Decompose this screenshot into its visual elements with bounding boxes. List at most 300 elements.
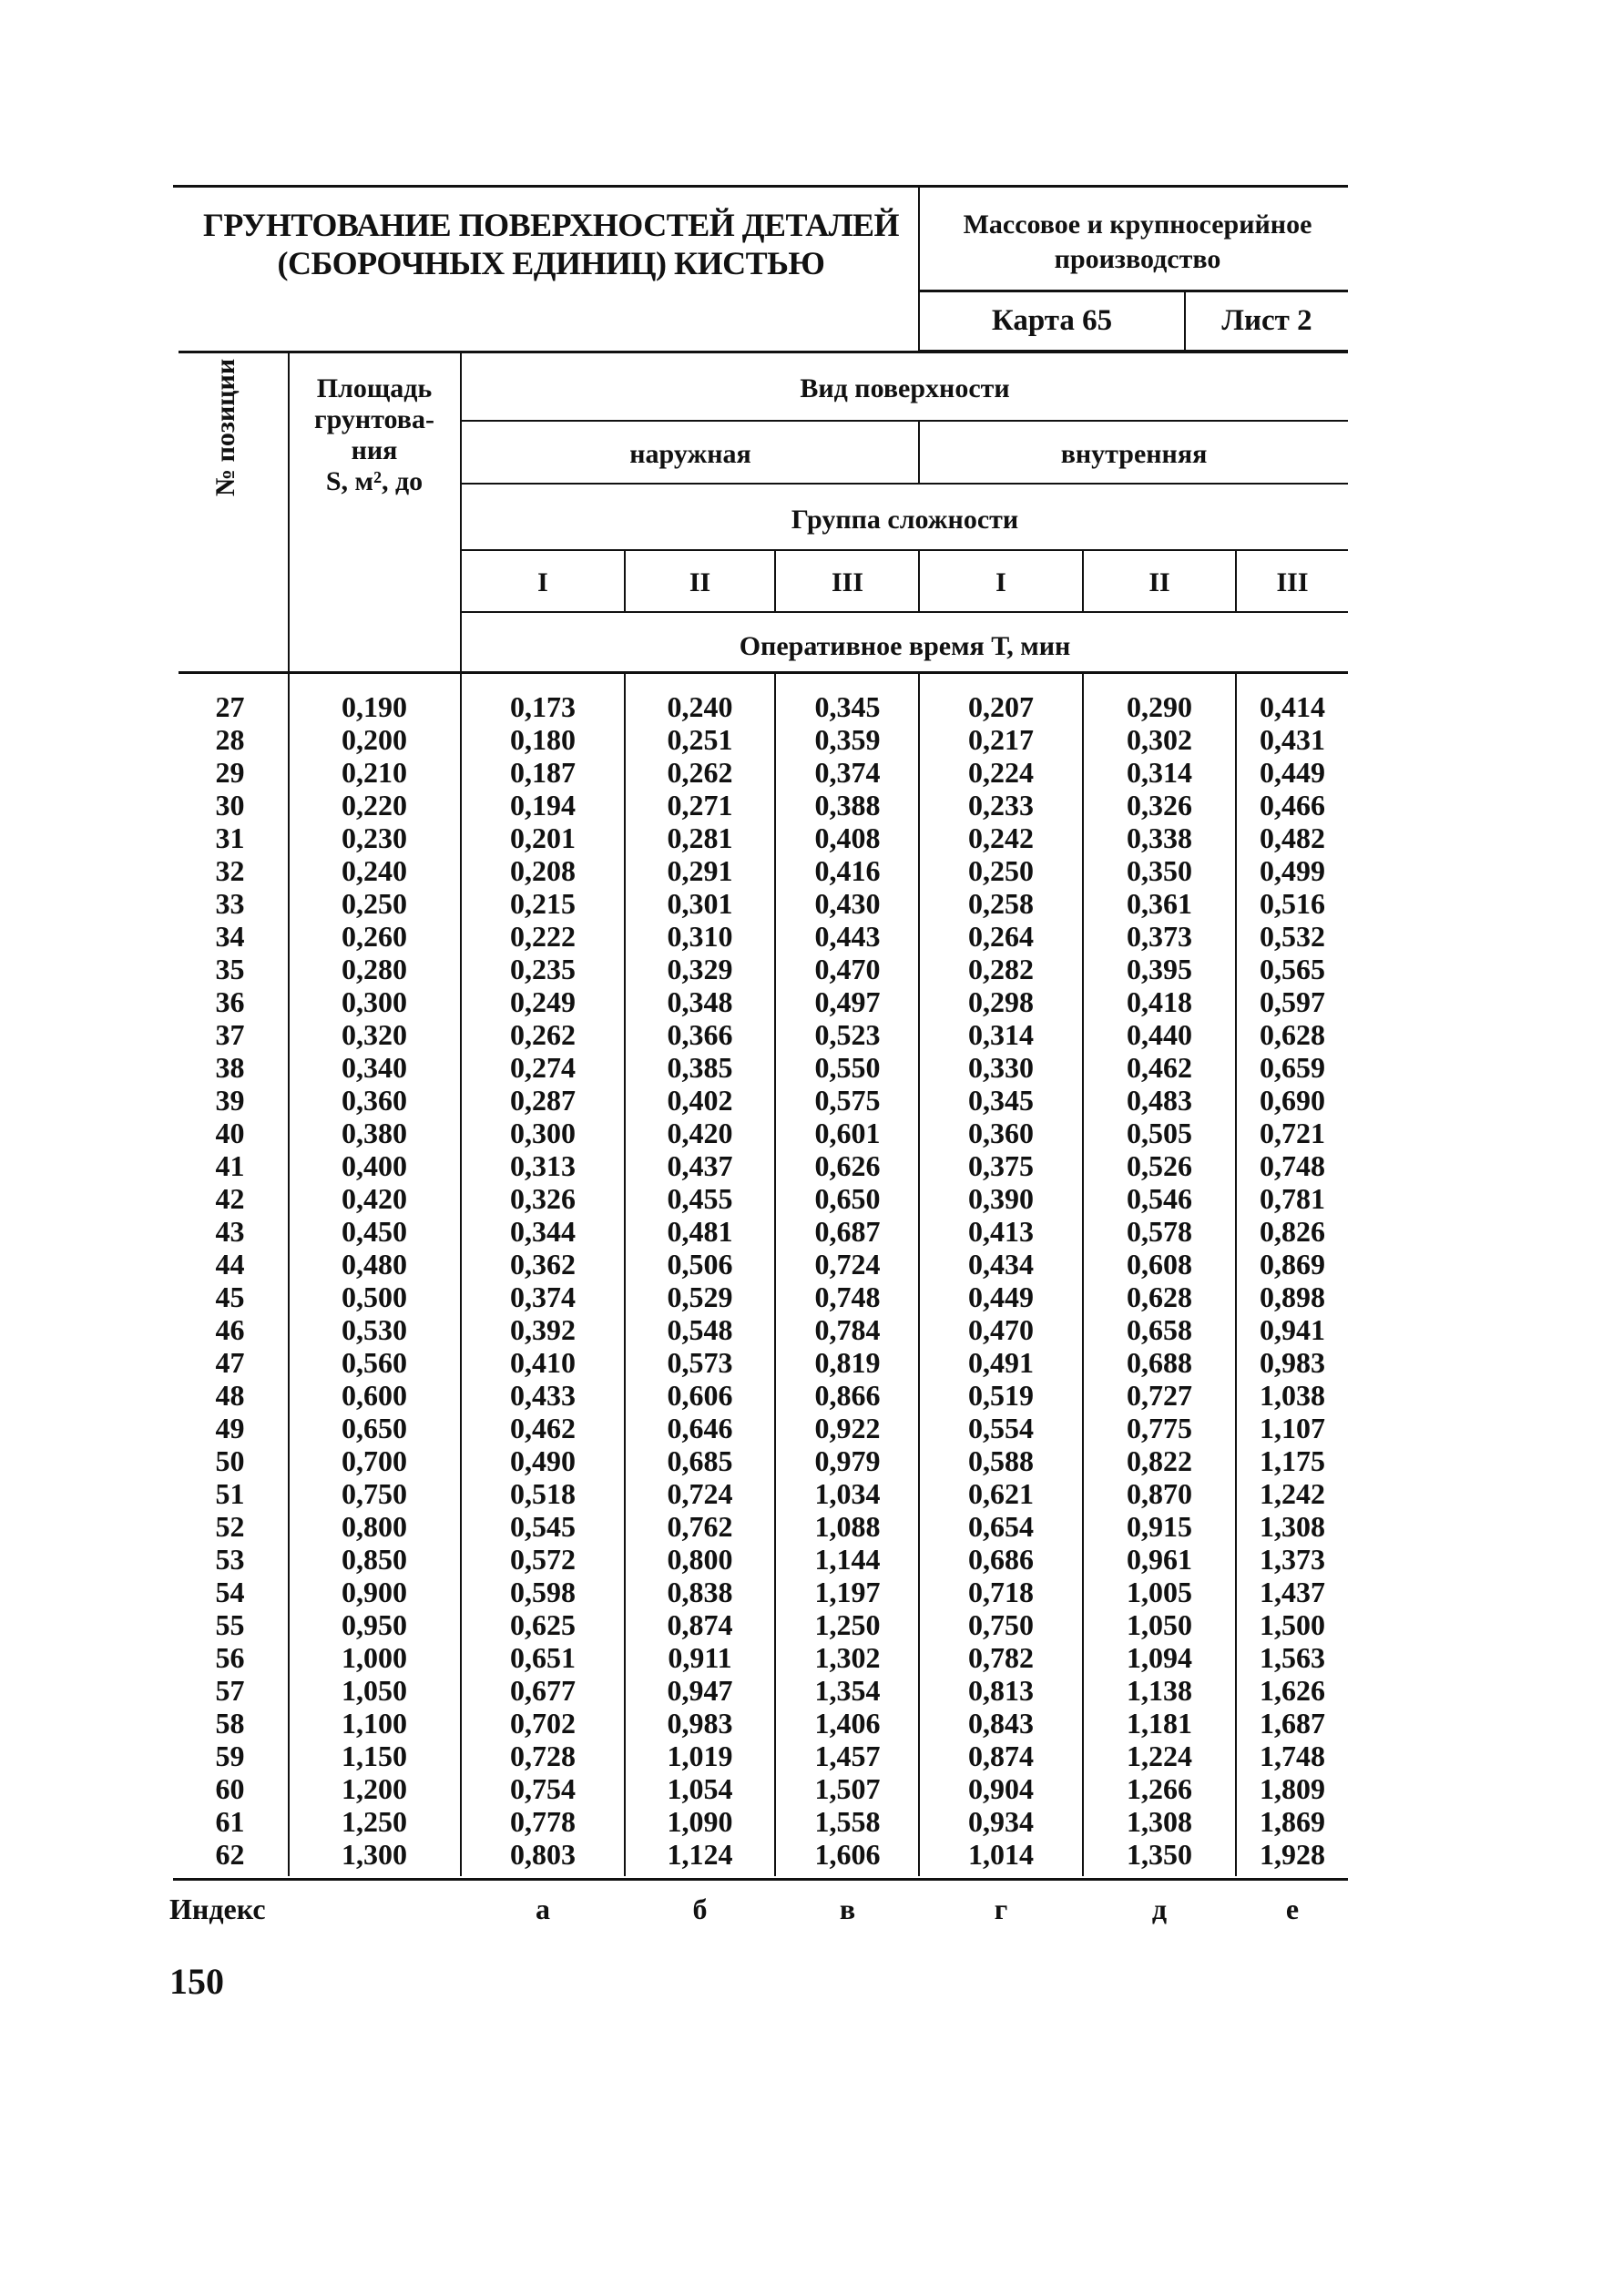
cell-outer-III: 0,523: [814, 1018, 881, 1051]
sheet-number: Лист 2: [1221, 304, 1312, 337]
cell-inner-I: 0,686: [968, 1543, 1034, 1576]
cell-position: 49: [215, 1412, 245, 1444]
cell-position: 57: [215, 1674, 245, 1707]
cell-inner-III: 1,242: [1260, 1477, 1325, 1510]
cell-outer-III: 0,687: [814, 1215, 881, 1248]
cell-position: 27: [215, 690, 245, 723]
group-divider-3: [918, 550, 920, 612]
cell-outer-II: 0,685: [667, 1444, 733, 1477]
cell-outer-III: 0,416: [814, 854, 881, 887]
cell-outer-III: 0,550: [814, 1051, 881, 1084]
outer-surface-header: наружная: [629, 439, 751, 469]
cell-outer-I: 0,215: [510, 887, 576, 920]
cell-inner-III: 0,690: [1260, 1084, 1325, 1117]
position-header: № позиции: [210, 358, 240, 496]
cell-inner-I: 0,750: [968, 1608, 1034, 1641]
cell-outer-II: 0,573: [667, 1346, 733, 1379]
cell-inner-III: 0,659: [1260, 1051, 1325, 1084]
cell-inner-II: 0,395: [1127, 953, 1192, 985]
header-bottom-rule: [179, 671, 1348, 674]
cell-inner-II: 0,462: [1127, 1051, 1192, 1084]
cell-outer-I: 0,392: [510, 1313, 576, 1346]
cell-outer-III: 1,606: [814, 1838, 881, 1871]
cell-inner-III: 1,500: [1260, 1608, 1325, 1641]
operative-time-header: Оперативное время Т, мин: [739, 631, 1071, 661]
cell-inner-I: 0,375: [968, 1149, 1034, 1182]
cell-inner-III: 1,869: [1260, 1805, 1325, 1838]
cell-area: 0,240: [342, 854, 407, 887]
cell-outer-II: 0,385: [667, 1051, 733, 1084]
cell-inner-II: 0,775: [1127, 1412, 1192, 1444]
cell-inner-III: 0,466: [1260, 789, 1325, 821]
cell-inner-I: 0,330: [968, 1051, 1034, 1084]
cell-area: 1,250: [342, 1805, 407, 1838]
cell-position: 30: [215, 789, 245, 821]
cell-position: 38: [215, 1051, 245, 1084]
cell-position: 55: [215, 1608, 245, 1641]
cell-inner-III: 0,941: [1260, 1313, 1325, 1346]
cell-outer-II: 0,348: [667, 985, 733, 1018]
area-header: [290, 373, 459, 497]
cell-outer-II: 0,271: [667, 789, 733, 821]
cell-outer-II: 1,054: [667, 1772, 733, 1805]
cell-inner-III: 1,928: [1260, 1838, 1325, 1871]
cell-area: 0,200: [342, 723, 407, 756]
cell-position: 52: [215, 1510, 245, 1543]
cell-outer-I: 0,262: [510, 1018, 576, 1051]
cell-inner-I: 0,874: [968, 1740, 1034, 1772]
cell-outer-III: 1,558: [814, 1805, 881, 1838]
cell-inner-I: 0,207: [968, 690, 1034, 723]
cell-outer-I: 0,274: [510, 1051, 576, 1084]
production-line-2: производство: [1054, 244, 1221, 274]
cell-position: 31: [215, 821, 245, 854]
cell-position: 51: [215, 1477, 245, 1510]
cell-outer-I: 0,572: [510, 1543, 576, 1576]
cell-outer-II: 0,724: [667, 1477, 733, 1510]
group-inner-III: III: [1276, 567, 1309, 597]
cell-inner-III: 0,516: [1260, 887, 1325, 920]
cell-outer-II: 0,420: [667, 1117, 733, 1149]
cell-outer-III: 1,034: [814, 1477, 881, 1510]
cell-outer-I: 0,545: [510, 1510, 576, 1543]
cell-outer-III: 0,748: [814, 1281, 881, 1313]
cell-outer-III: 0,601: [814, 1117, 881, 1149]
cell-inner-III: 0,748: [1260, 1149, 1325, 1182]
cell-position: 54: [215, 1576, 245, 1608]
cell-outer-II: 0,251: [667, 723, 733, 756]
group-outer-II: II: [689, 567, 711, 597]
cell-inner-III: 0,499: [1260, 854, 1325, 887]
cell-outer-I: 0,344: [510, 1215, 576, 1248]
cell-inner-III: 1,809: [1260, 1772, 1325, 1805]
cell-inner-I: 0,282: [968, 953, 1034, 985]
cell-position: 41: [215, 1149, 245, 1182]
cell-area: 1,200: [342, 1772, 407, 1805]
cell-inner-III: 1,308: [1260, 1510, 1325, 1543]
cell-area: 0,420: [342, 1182, 407, 1215]
surface-type-header: Вид поверхности: [800, 373, 1010, 403]
production-type: [925, 208, 1350, 277]
cell-outer-I: 0,313: [510, 1149, 576, 1182]
cell-inner-II: 0,688: [1127, 1346, 1192, 1379]
group-divider-2: [774, 550, 776, 612]
cell-inner-III: 0,869: [1260, 1248, 1325, 1281]
cell-position: 59: [215, 1740, 245, 1772]
cell-inner-III: 1,748: [1260, 1740, 1325, 1772]
cell-outer-II: 0,310: [667, 920, 733, 953]
cell-area: 0,750: [342, 1477, 407, 1510]
cell-inner-I: 0,654: [968, 1510, 1034, 1543]
cell-area: 0,480: [342, 1248, 407, 1281]
cell-inner-III: 0,628: [1260, 1018, 1325, 1051]
cell-position: 35: [215, 953, 245, 985]
cell-inner-I: 0,298: [968, 985, 1034, 1018]
production-line-1: Массовое и крупносерийное: [963, 209, 1312, 240]
cell-inner-II: 1,350: [1127, 1838, 1192, 1871]
cell-outer-III: 0,724: [814, 1248, 881, 1281]
cell-area: 0,600: [342, 1379, 407, 1412]
group-divider-4: [1082, 550, 1084, 612]
cell-inner-III: 0,721: [1260, 1117, 1325, 1149]
cell-position: 37: [215, 1018, 245, 1051]
cell-outer-I: 0,249: [510, 985, 576, 1018]
cell-outer-III: 0,497: [814, 985, 881, 1018]
cell-inner-I: 0,360: [968, 1117, 1034, 1149]
cell-outer-II: 0,762: [667, 1510, 733, 1543]
cell-area: 0,260: [342, 920, 407, 953]
cell-area: 0,300: [342, 985, 407, 1018]
cell-position: 46: [215, 1313, 245, 1346]
cell-area: 0,800: [342, 1510, 407, 1543]
cell-position: 29: [215, 756, 245, 789]
cell-outer-I: 0,677: [510, 1674, 576, 1707]
surface-type-underline: [462, 420, 1348, 422]
cell-outer-I: 0,462: [510, 1412, 576, 1444]
cell-area: 0,530: [342, 1313, 407, 1346]
table-top-rule: [179, 351, 1348, 353]
area-header-line-4: S, м², до: [325, 466, 424, 496]
cell-outer-III: 0,374: [814, 756, 881, 789]
cell-inner-III: 1,687: [1260, 1707, 1325, 1740]
cell-outer-I: 0,625: [510, 1608, 576, 1641]
cell-outer-III: 0,470: [814, 953, 881, 985]
cell-inner-II: 0,546: [1127, 1182, 1192, 1215]
cell-position: 40: [215, 1117, 245, 1149]
cell-outer-I: 0,374: [510, 1281, 576, 1313]
area-header-line-1: Площадь: [316, 373, 433, 403]
cell-outer-II: 0,506: [667, 1248, 733, 1281]
cell-inner-III: 0,597: [1260, 985, 1325, 1018]
cell-outer-III: 0,922: [814, 1412, 881, 1444]
cell-inner-I: 0,233: [968, 789, 1034, 821]
cell-inner-I: 0,813: [968, 1674, 1034, 1707]
cell-inner-II: 0,302: [1127, 723, 1192, 756]
cell-outer-I: 0,235: [510, 953, 576, 985]
cell-position: 44: [215, 1248, 245, 1281]
cell-inner-II: 1,308: [1127, 1805, 1192, 1838]
area-header-line-3: ния: [351, 435, 398, 465]
cell-inner-I: 0,258: [968, 887, 1034, 920]
cell-outer-II: 0,437: [667, 1149, 733, 1182]
cell-outer-III: 1,197: [814, 1576, 881, 1608]
surface-kind-underline: [462, 483, 1348, 485]
cell-inner-II: 0,608: [1127, 1248, 1192, 1281]
cell-outer-III: 0,408: [814, 821, 881, 854]
cell-inner-I: 0,718: [968, 1576, 1034, 1608]
complexity-group-header: Группа сложности: [791, 505, 1019, 535]
cell-outer-III: 0,979: [814, 1444, 881, 1477]
index-e: е: [1285, 1893, 1300, 1925]
cell-outer-III: 1,144: [814, 1543, 881, 1576]
cell-outer-I: 0,362: [510, 1248, 576, 1281]
cell-outer-I: 0,702: [510, 1707, 576, 1740]
cell-outer-I: 0,300: [510, 1117, 576, 1149]
cell-outer-I: 0,490: [510, 1444, 576, 1477]
cell-inner-II: 0,418: [1127, 985, 1192, 1018]
cell-outer-III: 1,250: [814, 1608, 881, 1641]
cell-outer-II: 0,366: [667, 1018, 733, 1051]
cell-position: 34: [215, 920, 245, 953]
top-rule: [173, 185, 1348, 188]
index-a: а: [536, 1893, 550, 1925]
cell-outer-II: 0,291: [667, 854, 733, 887]
cell-inner-III: 1,175: [1260, 1444, 1325, 1477]
cell-inner-III: 0,898: [1260, 1281, 1325, 1313]
cell-inner-II: 0,505: [1127, 1117, 1192, 1149]
cell-inner-I: 0,843: [968, 1707, 1034, 1740]
cell-position: 43: [215, 1215, 245, 1248]
area-header-line-2: грунтова-: [314, 404, 434, 434]
cell-position: 39: [215, 1084, 245, 1117]
cell-outer-III: 0,359: [814, 723, 881, 756]
cell-outer-I: 0,222: [510, 920, 576, 953]
cell-outer-I: 0,754: [510, 1772, 576, 1805]
card-number: Карта 65: [991, 304, 1113, 337]
cell-outer-II: 0,281: [667, 821, 733, 854]
card-title: [182, 206, 920, 282]
title-line-2: (СБОРОЧНЫХ ЕДИНИЦ) КИСТЬЮ: [277, 245, 825, 281]
cell-inner-I: 0,554: [968, 1412, 1034, 1444]
cell-outer-I: 0,651: [510, 1641, 576, 1674]
index-rule: [173, 1878, 1348, 1881]
cell-outer-II: 1,090: [667, 1805, 733, 1838]
cell-outer-III: 0,388: [814, 789, 881, 821]
cell-inner-I: 0,242: [968, 821, 1034, 854]
cell-outer-I: 0,518: [510, 1477, 576, 1510]
cell-outer-I: 0,180: [510, 723, 576, 756]
cell-outer-III: 0,626: [814, 1149, 881, 1182]
cell-inner-II: 0,290: [1127, 690, 1192, 723]
cell-inner-II: 0,961: [1127, 1543, 1192, 1576]
cell-inner-II: 1,181: [1127, 1707, 1192, 1740]
cell-outer-I: 0,287: [510, 1084, 576, 1117]
cell-outer-I: 0,598: [510, 1576, 576, 1608]
cell-outer-II: 0,983: [667, 1707, 733, 1740]
cell-outer-II: 0,301: [667, 887, 733, 920]
cell-position: 36: [215, 985, 245, 1018]
cell-area: 0,700: [342, 1444, 407, 1477]
cell-outer-III: 1,354: [814, 1674, 881, 1707]
cell-inner-II: 0,727: [1127, 1379, 1192, 1412]
cell-outer-III: 0,866: [814, 1379, 881, 1412]
cell-outer-I: 0,778: [510, 1805, 576, 1838]
cell-inner-I: 0,264: [968, 920, 1034, 953]
cell-outer-I: 0,194: [510, 789, 576, 821]
cell-outer-II: 0,874: [667, 1608, 733, 1641]
index-label: Индекс: [169, 1893, 266, 1925]
cell-area: 0,560: [342, 1346, 407, 1379]
cell-inner-I: 0,390: [968, 1182, 1034, 1215]
cell-position: 28: [215, 723, 245, 756]
cell-area: 0,230: [342, 821, 407, 854]
cell-outer-I: 0,803: [510, 1838, 576, 1871]
cell-inner-I: 0,904: [968, 1772, 1034, 1805]
cell-outer-III: 0,575: [814, 1084, 881, 1117]
inner-surface-header: внутренняя: [1060, 439, 1208, 469]
cell-inner-I: 0,250: [968, 854, 1034, 887]
cell-inner-III: 0,532: [1260, 920, 1325, 953]
cell-outer-I: 0,728: [510, 1740, 576, 1772]
cell-outer-II: 0,240: [667, 690, 733, 723]
cell-outer-II: 0,455: [667, 1182, 733, 1215]
cell-outer-II: 1,124: [667, 1838, 733, 1871]
cell-position: 32: [215, 854, 245, 887]
cell-inner-III: 1,373: [1260, 1543, 1325, 1576]
cell-inner-III: 0,482: [1260, 821, 1325, 854]
cell-area: 0,900: [342, 1576, 407, 1608]
cell-inner-I: 0,491: [968, 1346, 1034, 1379]
cell-area: 0,280: [342, 953, 407, 985]
cell-outer-III: 0,345: [814, 690, 881, 723]
cell-inner-II: 0,628: [1127, 1281, 1192, 1313]
cell-outer-III: 1,507: [814, 1772, 881, 1805]
cell-inner-II: 1,094: [1127, 1641, 1192, 1674]
cell-outer-III: 0,430: [814, 887, 881, 920]
cell-inner-II: 0,326: [1127, 789, 1192, 821]
group-inner-I: I: [995, 567, 1006, 597]
cell-inner-II: 0,915: [1127, 1510, 1192, 1543]
cell-position: 48: [215, 1379, 245, 1412]
cell-inner-I: 0,413: [968, 1215, 1034, 1248]
cell-area: 1,000: [342, 1641, 407, 1674]
group-divider-5: [1235, 550, 1237, 612]
cell-area: 0,360: [342, 1084, 407, 1117]
cell-inner-I: 0,449: [968, 1281, 1034, 1313]
cell-outer-II: 0,529: [667, 1281, 733, 1313]
cell-outer-III: 1,457: [814, 1740, 881, 1772]
cell-inner-I: 0,519: [968, 1379, 1034, 1412]
cell-position: 61: [215, 1805, 245, 1838]
cell-outer-I: 0,187: [510, 756, 576, 789]
cell-position: 58: [215, 1707, 245, 1740]
cell-area: 1,300: [342, 1838, 407, 1871]
cell-outer-II: 0,548: [667, 1313, 733, 1346]
cell-inner-III: 0,565: [1260, 953, 1325, 985]
cell-inner-III: 0,781: [1260, 1182, 1325, 1215]
cell-inner-II: 0,314: [1127, 756, 1192, 789]
title-line-1: ГРУНТОВАНИЕ ПОВЕРХНОСТЕЙ ДЕТАЛЕЙ: [202, 207, 900, 243]
cell-outer-III: 0,443: [814, 920, 881, 953]
cell-inner-III: 0,449: [1260, 756, 1325, 789]
cell-position: 42: [215, 1182, 245, 1215]
cell-outer-I: 0,410: [510, 1346, 576, 1379]
cell-inner-III: 1,563: [1260, 1641, 1325, 1674]
cell-inner-II: 1,005: [1127, 1576, 1192, 1608]
index-g: г: [994, 1893, 1008, 1925]
cell-position: 60: [215, 1772, 245, 1805]
cell-inner-II: 0,440: [1127, 1018, 1192, 1051]
cell-area: 0,950: [342, 1608, 407, 1641]
cell-position: 47: [215, 1346, 245, 1379]
cell-area: 0,190: [342, 690, 407, 723]
cell-inner-I: 0,588: [968, 1444, 1034, 1477]
cell-position: 53: [215, 1543, 245, 1576]
cell-inner-II: 0,822: [1127, 1444, 1192, 1477]
cell-inner-II: 0,350: [1127, 854, 1192, 887]
cell-inner-I: 0,470: [968, 1313, 1034, 1346]
cell-inner-III: 1,626: [1260, 1674, 1325, 1707]
group-underline: [462, 611, 1348, 613]
cell-outer-I: 0,173: [510, 690, 576, 723]
cell-inner-II: 1,050: [1127, 1608, 1192, 1641]
cell-outer-II: 0,838: [667, 1576, 733, 1608]
cell-inner-I: 0,345: [968, 1084, 1034, 1117]
cell-inner-II: 0,361: [1127, 887, 1192, 920]
cell-area: 0,320: [342, 1018, 407, 1051]
cell-inner-III: 1,038: [1260, 1379, 1325, 1412]
cell-inner-I: 0,434: [968, 1248, 1034, 1281]
cell-inner-II: 1,266: [1127, 1772, 1192, 1805]
cell-inner-I: 0,217: [968, 723, 1034, 756]
cell-inner-I: 0,314: [968, 1018, 1034, 1051]
cell-area: 0,340: [342, 1051, 407, 1084]
complexity-underline: [462, 549, 1348, 551]
cell-area: 0,650: [342, 1412, 407, 1444]
cell-inner-III: 1,437: [1260, 1576, 1325, 1608]
cell-outer-II: 0,606: [667, 1379, 733, 1412]
cell-inner-II: 0,658: [1127, 1313, 1192, 1346]
cell-inner-I: 0,224: [968, 756, 1034, 789]
index-d: д: [1151, 1893, 1168, 1925]
cell-area: 0,220: [342, 789, 407, 821]
cell-area: 1,050: [342, 1674, 407, 1707]
cell-inner-III: 0,826: [1260, 1215, 1325, 1248]
cell-inner-II: 0,483: [1127, 1084, 1192, 1117]
cell-area: 0,210: [342, 756, 407, 789]
cell-outer-I: 0,201: [510, 821, 576, 854]
group-inner-II: II: [1148, 567, 1170, 597]
cell-area: 0,400: [342, 1149, 407, 1182]
cell-outer-II: 0,402: [667, 1084, 733, 1117]
group-outer-III: III: [831, 567, 864, 597]
cell-position: 33: [215, 887, 245, 920]
cell-inner-II: 1,224: [1127, 1740, 1192, 1772]
cell-area: 0,250: [342, 887, 407, 920]
cell-position: 50: [215, 1444, 245, 1477]
production-underline: [918, 290, 1348, 292]
cell-outer-II: 0,646: [667, 1412, 733, 1444]
cell-outer-I: 0,208: [510, 854, 576, 887]
cell-inner-III: 0,983: [1260, 1346, 1325, 1379]
cell-outer-III: 0,650: [814, 1182, 881, 1215]
cell-inner-I: 1,014: [968, 1838, 1034, 1871]
cell-inner-III: 0,431: [1260, 723, 1325, 756]
cell-area: 1,150: [342, 1740, 407, 1772]
group-divider-1: [624, 550, 626, 612]
cell-position: 45: [215, 1281, 245, 1313]
cell-outer-II: 0,481: [667, 1215, 733, 1248]
